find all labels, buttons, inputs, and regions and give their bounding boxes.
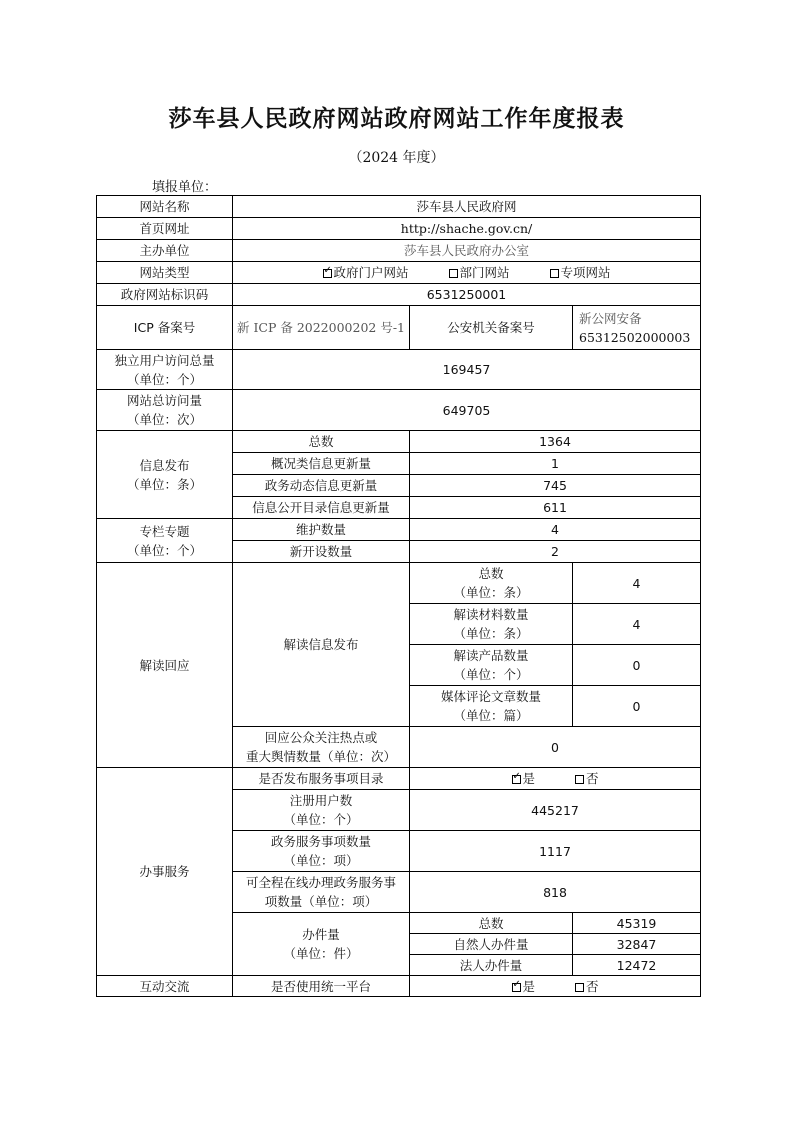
services-handled-item-value: 12472 [573,955,701,976]
interpret-label: 解读回应 [97,563,233,768]
checkbox-empty-icon [449,269,458,278]
columns-row [97,519,701,541]
interpret-response-label: 回应公众关注热点或 重大舆情数量（单位：次） [233,727,410,768]
services-handled-item-label: 总数 [410,913,573,934]
row-site-name [97,196,701,218]
interpret-sub-label: 解读信息发布 [233,563,410,727]
services-label: 办事服务 [97,768,233,976]
interaction-row [97,976,701,997]
site-name-label: 网站名称 [97,196,233,218]
services-online-value: 818 [410,872,701,913]
total-visits-value: 649705 [233,390,701,431]
row-icp [97,306,701,350]
info-release-row [97,431,701,453]
services-catalog-options [410,768,701,790]
interpret-item-value: 4 [573,604,701,645]
row-sponsor [97,240,701,262]
row-home-url [97,218,701,240]
interpret-item-value: 4 [573,563,701,604]
info-release-item-value: 745 [410,475,701,497]
checkbox-checked-icon [323,269,332,278]
checkbox-empty-icon [575,983,584,992]
checkbox-empty-icon [575,775,584,784]
info-release-label: 信息发布 （单位：条） [97,431,233,519]
unique-visitors-label: 独立用户访问总量 （单位：个） [97,350,233,390]
interpret-item-value: 0 [573,686,701,727]
checkbox-checked-icon [512,775,521,784]
checkbox-empty-icon [550,269,559,278]
interpret-response-value: 0 [410,727,701,768]
interpret-item-label: 总数 （单位：条） [410,563,573,604]
services-catalog-label: 是否发布服务事项目录 [233,768,410,790]
info-release-item-value: 1364 [410,431,701,453]
icp-value: 新 ICP 备 2022000202 号-1 [233,306,410,350]
interaction-platform-options [410,976,701,997]
interaction-label: 互动交流 [97,976,233,997]
services-handled-label: 办件量 （单位：件） [233,913,410,976]
sponsor-value: 莎车县人民政府办公室 [233,240,701,262]
interpret-row [97,563,701,604]
home-url-value: http://shache.gov.cn/ [233,218,701,240]
interpret-item-label: 解读产品数量 （单位：个） [410,645,573,686]
row-site-code [97,284,701,306]
services-items-label: 政务服务事项数量 （单位：项） [233,831,410,872]
services-handled-item-label: 自然人办件量 [410,934,573,955]
interaction-platform-no: 否 [575,977,599,996]
columns-item-label: 维护数量 [233,519,410,541]
services-items-value: 1117 [410,831,701,872]
info-release-item-value: 611 [410,497,701,519]
services-catalog-yes: ✓ 是 [512,769,536,788]
police-record-value: 新公网安备 65312502000003 [573,306,701,350]
checkbox-checked-icon [512,983,521,992]
site-name-value: 莎车县人民政府网 [233,196,701,218]
columns-label: 专栏专题 （单位：个） [97,519,233,563]
report-title: 莎车县人民政府网站政府网站工作年度报表 [168,105,625,132]
site-code-label: 政府网站标识码 [97,284,233,306]
interpret-item-value: 0 [573,645,701,686]
filling-unit-label: 填报单位： [152,180,218,195]
info-release-item-label: 概况类信息更新量 [233,453,410,475]
icp-label: ICP 备案号 [97,306,233,350]
site-type-option-portal: ✓ 政府门户网站 [323,263,409,282]
services-handled-item-value: 32847 [573,934,701,955]
info-release-item-label: 政务动态信息更新量 [233,475,410,497]
services-registered-label: 注册用户数 （单位：个） [233,790,410,831]
interaction-platform-label: 是否使用统一平台 [233,976,410,997]
services-online-label: 可全程在线办理政务服务事 项数量（单位：项） [233,872,410,913]
info-release-item-value: 1 [410,453,701,475]
site-type-options [233,262,701,284]
info-release-item-label: 总数 [233,431,410,453]
site-type-option-department: 部门网站 [449,263,510,282]
services-handled-item-value: 45319 [573,913,701,934]
info-release-item-label: 信息公开目录信息更新量 [233,497,410,519]
site-code-value: 6531250001 [233,284,701,306]
police-record-label: 公安机关备案号 [410,306,573,350]
interpret-item-label: 媒体评论文章数量 （单位：篇） [410,686,573,727]
sponsor-label: 主办单位 [97,240,233,262]
columns-item-value: 2 [410,541,701,563]
site-type-label: 网站类型 [97,262,233,284]
home-url-label: 首页网址 [97,218,233,240]
report-year: （2024 年度） [348,150,445,166]
interaction-platform-yes: ✓ 是 [512,977,536,996]
row-unique-visitors [97,350,701,390]
total-visits-label: 网站总访问量 （单位：次） [97,390,233,431]
row-site-type [97,262,701,284]
services-registered-value: 445217 [410,790,701,831]
interpret-item-label: 解读材料数量 （单位：条） [410,604,573,645]
report-table [96,195,701,997]
services-catalog-no: 否 [575,769,599,788]
columns-item-label: 新开设数量 [233,541,410,563]
site-type-option-special: 专项网站 [550,263,611,282]
row-total-visits [97,390,701,431]
unique-visitors-value: 169457 [233,350,701,390]
columns-item-value: 4 [410,519,701,541]
services-catalog-row [97,768,701,790]
services-handled-item-label: 法人办件量 [410,955,573,976]
